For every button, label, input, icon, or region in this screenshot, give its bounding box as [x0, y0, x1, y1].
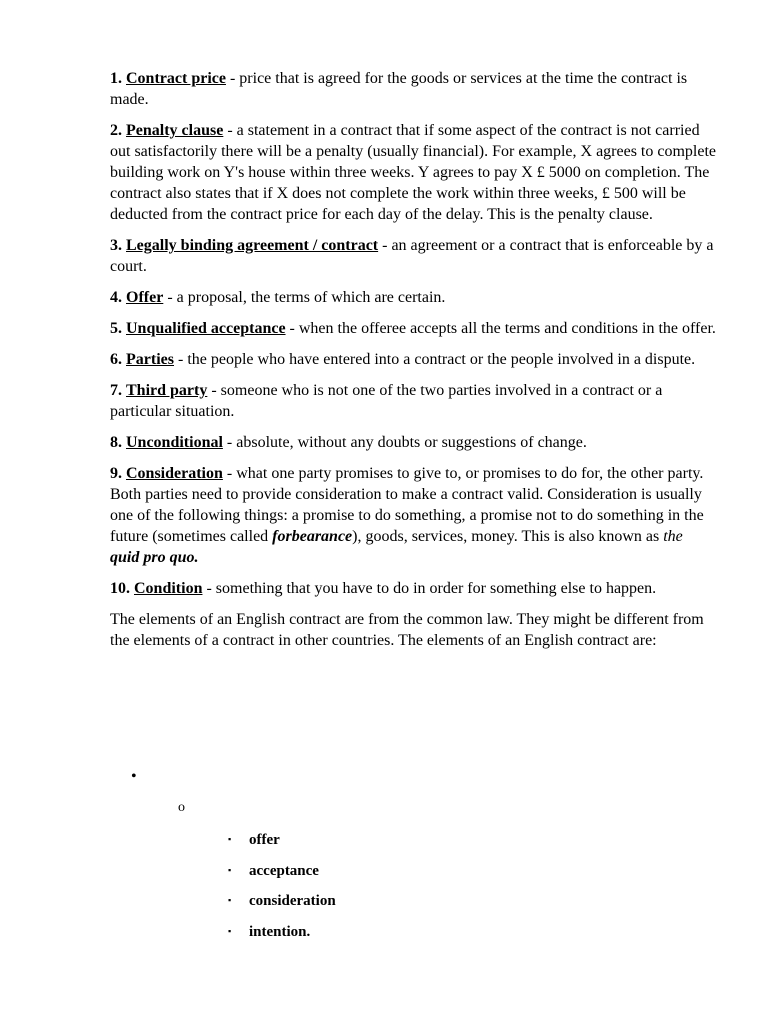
definition-term: Condition: [134, 580, 203, 597]
definition-term: Penalty clause: [126, 122, 224, 139]
quid-pro-quo-term: quid pro quo.: [110, 549, 199, 566]
element-label: acceptance: [249, 863, 319, 879]
square-bullet-icon: ▪: [228, 865, 232, 875]
definition-text: - something that you have to do in order for something else to happen.: [202, 580, 657, 597]
definition-text: - when the offeree accepts all the terms and conditions in the offer.: [285, 320, 716, 337]
elements-intro-paragraph: The elements of an English contract are from the common law. They might be different from the elements of a contract in other countries. The elements of an English contract are:: [110, 611, 704, 649]
level1-bullet: •: [131, 768, 137, 785]
definition-text-continued: ), goods, services, money. This is also known as: [352, 528, 664, 545]
definition-number: 2.: [110, 122, 122, 139]
forbearance-term: forbearance: [272, 528, 353, 545]
definition-number: 8.: [110, 434, 122, 451]
definition-term: Offer: [126, 289, 164, 306]
definition-term: Unconditional: [126, 434, 223, 451]
definition-number: 3.: [110, 237, 122, 254]
definition-5: [110, 318, 716, 339]
square-bullet-icon: ▪: [228, 895, 232, 905]
definition-number: 5.: [110, 320, 122, 337]
definition-3: [110, 235, 716, 277]
definition-term: Third party: [126, 382, 208, 399]
definition-text: - absolute, without any doubts or suggestions of change.: [222, 434, 587, 451]
definition-number: 4.: [110, 289, 122, 306]
definition-6: [110, 349, 716, 370]
definition-number: 9.: [110, 465, 122, 482]
definition-number: 7.: [110, 382, 122, 399]
level2-bullet: o: [178, 800, 185, 815]
square-bullet-icon: ▪: [228, 834, 232, 844]
definition-text: - someone who is not one of the two parties involved in a contract or a particular situation.: [110, 382, 663, 420]
element-item: [228, 860, 319, 881]
definition-number: 6.: [110, 351, 122, 368]
definition-term: Parties: [126, 351, 174, 368]
definition-text: - the people who have entered into a contract or the people involved in a dispute.: [173, 351, 696, 368]
definition-number: 10.: [110, 580, 130, 597]
definition-text: - a statement in a contract that if some aspect of the contract is not carried out satisfactorily there will be a penalty (usually financial). For example, X agrees to complete building work on Y's house within three weeks. Y agrees to pay X £ 5000 on completion. The contract also states that if X does not complete the work within three weeks, £ 500 will be deducted from the contract price for each day of the delay. This is the penalty clause.: [110, 122, 717, 223]
definition-4: [110, 287, 716, 308]
definition-number: 1.: [110, 70, 122, 87]
element-label: consideration: [249, 893, 336, 909]
definition-text: - what one party promises to give to, or promises to do for, the other party. Both parties need to provide consideration to make a contract valid. Consideration is usually one of the following things: a promise to do something, a promise not to do something in the future (sometimes called: [110, 465, 704, 545]
document-body: [110, 68, 716, 661]
definition-term: Legally binding agreement / contract: [126, 237, 379, 254]
element-item: [228, 829, 280, 850]
the-word: the: [663, 528, 683, 545]
element-label: offer: [249, 832, 280, 848]
definition-9: [110, 463, 716, 568]
element-label: intention.: [249, 924, 311, 940]
definition-8: [110, 432, 716, 453]
element-item: [228, 921, 310, 942]
definition-text: - price that is agreed for the goods or services at the time the contract is made.: [110, 70, 688, 108]
definition-7: [110, 380, 716, 422]
definition-term: Unqualified acceptance: [126, 320, 286, 337]
square-bullet-icon: ▪: [228, 926, 232, 936]
definition-text: - a proposal, the terms of which are certain.: [163, 289, 446, 306]
definition-1: [110, 68, 716, 110]
definition-10: [110, 578, 716, 599]
definition-term: Contract price: [126, 70, 226, 87]
definition-term: Consideration: [126, 465, 223, 482]
definition-text: - an agreement or a contract that is enforceable by a court.: [110, 237, 714, 275]
element-item: [228, 890, 336, 911]
definition-2: [110, 120, 716, 225]
